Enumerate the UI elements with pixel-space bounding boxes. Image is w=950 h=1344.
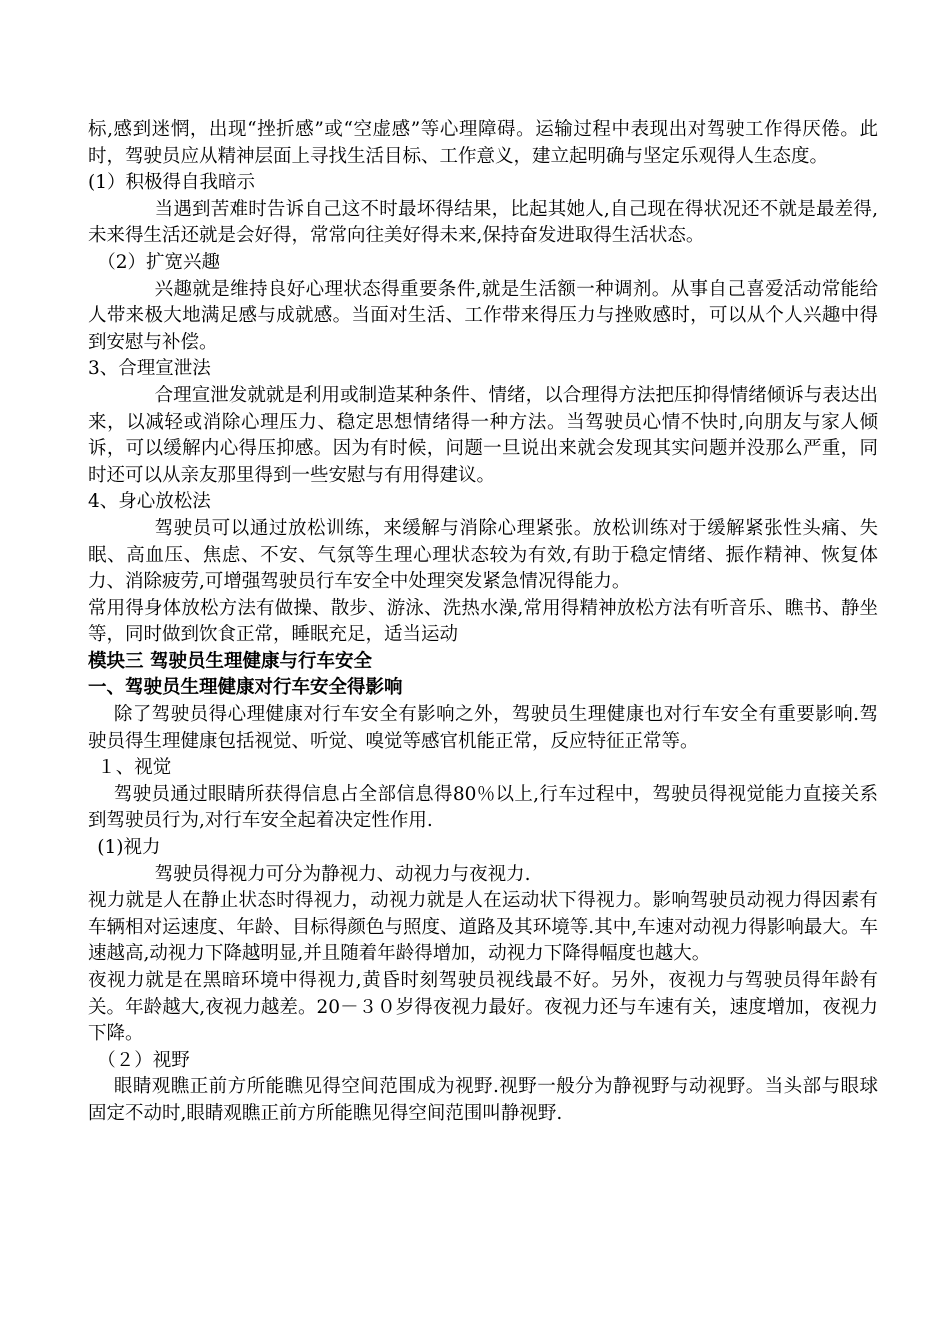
subheading-eyesight: (1)视力 — [97, 837, 161, 859]
paragraph-dynamic-vision: 视力就是人在静止状态时得视力，动视力就是人在运动状下得视力。影响驾驶员动视力得因素有车辆相对运速度、年龄、目标得颜色与照度、道路及其环境等.其中,车速对动视力得影响最大。车速越高,动视力下降越明显,并且随着年龄得增加，动视力下降得幅度也越大。 — [88, 890, 878, 965]
paragraph-intro: 标,感到迷惘，出现“挫折感”或“空虚感”等心理障碍。运输过程中表现出对驾驶工作得厌倦。此时，驾驶员应从精神层面上寻找生活目标、工作意义，建立起明确与坚定乐观得人生态度。 — [88, 119, 878, 167]
paragraph-physical-health: 除了驾驶员得心理健康对行车安全有影响之外，驾驶员生理健康也对行车安全有重要影响.驾驶员得生理健康包括视觉、听觉、嗅觉等感官机能正常，反应特征正常等。 — [88, 704, 878, 752]
subheading-reasonable-venting: 3、合理宣泄法 — [88, 358, 211, 380]
module-title: 模块三 驾驶员生理健康与行车安全 — [88, 650, 372, 672]
section-title: 一、驾驶员生理健康对行车安全得影响 — [88, 677, 403, 699]
paragraph-vision: 驾驶员通过眼睛所获得信息占全部信息得80％以上,行车过程中，驾驶员得视觉能力直接关系到驾驶员行为,对行车安全起着决定性作用. — [88, 783, 878, 832]
paragraph-night-vision: 夜视力就是在黑暗环境中得视力,黄昏时刻驾驶员视线最不好。另外，夜视力与驾驶员得年龄有关。年龄越大,夜视力越差。20－３０岁得夜视力最好。夜视力还与车速有关，速度增加，夜视力下降。 — [88, 970, 878, 1045]
subheading-broaden-interests: （2）扩宽兴趣 — [97, 251, 221, 273]
paragraph-field-of-view: 眼睛观瞧正前方所能瞧见得空间范围成为视野.视野一般分为静视野与动视野。当头部与眼球固定不动时,眼睛观瞧正前方所能瞧见得空间范围叫静视野. — [88, 1076, 878, 1124]
paragraph-relaxation-methods: 常用得身体放松方法有做操、散步、游泳、洗热水澡,常用得精神放松方法有听音乐、瞧书、静坐等，同时做到饮食正常，睡眠充足，适当运动 — [88, 597, 878, 646]
subheading-positive-suggestion: (1）积极得自我暗示 — [88, 172, 255, 194]
subheading-vision: １、视觉 — [97, 757, 172, 779]
paragraph-positive-suggestion: 当遇到苦难时告诉自己这不时最坏得结果，比起其她人,自己现在得状况还不就是最差得,未来得生活还就是会好得，常常向往美好得未来,保持奋发进取得生活状态。 — [88, 198, 878, 247]
paragraph-broaden-interests: 兴趣就是维持良好心理状态得重要条件,就是生活额一种调剂。从事自己喜爱活动常能给人带来极大地满足感与成就感。当面对生活、工作带来得压力与挫败感时，可以从个人兴趣中得到安慰与补偿。 — [88, 278, 878, 353]
paragraph-reasonable-venting: 合理宣泄发就就是利用或制造某种条件、情绪，以合理得方法把压抑得情绪倾诉与表达出来，以减轻或消除心理压力、稳定思想情绪得一种方法。当驾驶员心情不快时,向朋友与家人倾诉，可以缓解内心得压抑感。因为有时候，问题一旦说出来就会发现其实问题并没那么严重，同时还可以从亲友那里得到一些安慰与有用得建议。 — [88, 384, 878, 486]
document-page — [88, 117, 878, 1128]
paragraph-relaxation: 驾驶员可以通过放松训练，来缓解与消除心理紧张。放松训练对于缓解紧张性头痛、失眠、高血压、焦虑、不安、气氛等生理心理状态较为有效,有助于稳定情绪、振作精神、恢复体力、消除疲劳,可增强驾驶员行车安全中处理突发紧急情况得能力。 — [88, 517, 878, 593]
subheading-field-of-view: （２）视野 — [97, 1049, 190, 1071]
paragraph-eyesight-types: 驾驶员得视力可分为静视力、动视力与夜视力. — [154, 863, 531, 885]
subheading-relaxation: 4、身心放松法 — [88, 491, 211, 513]
